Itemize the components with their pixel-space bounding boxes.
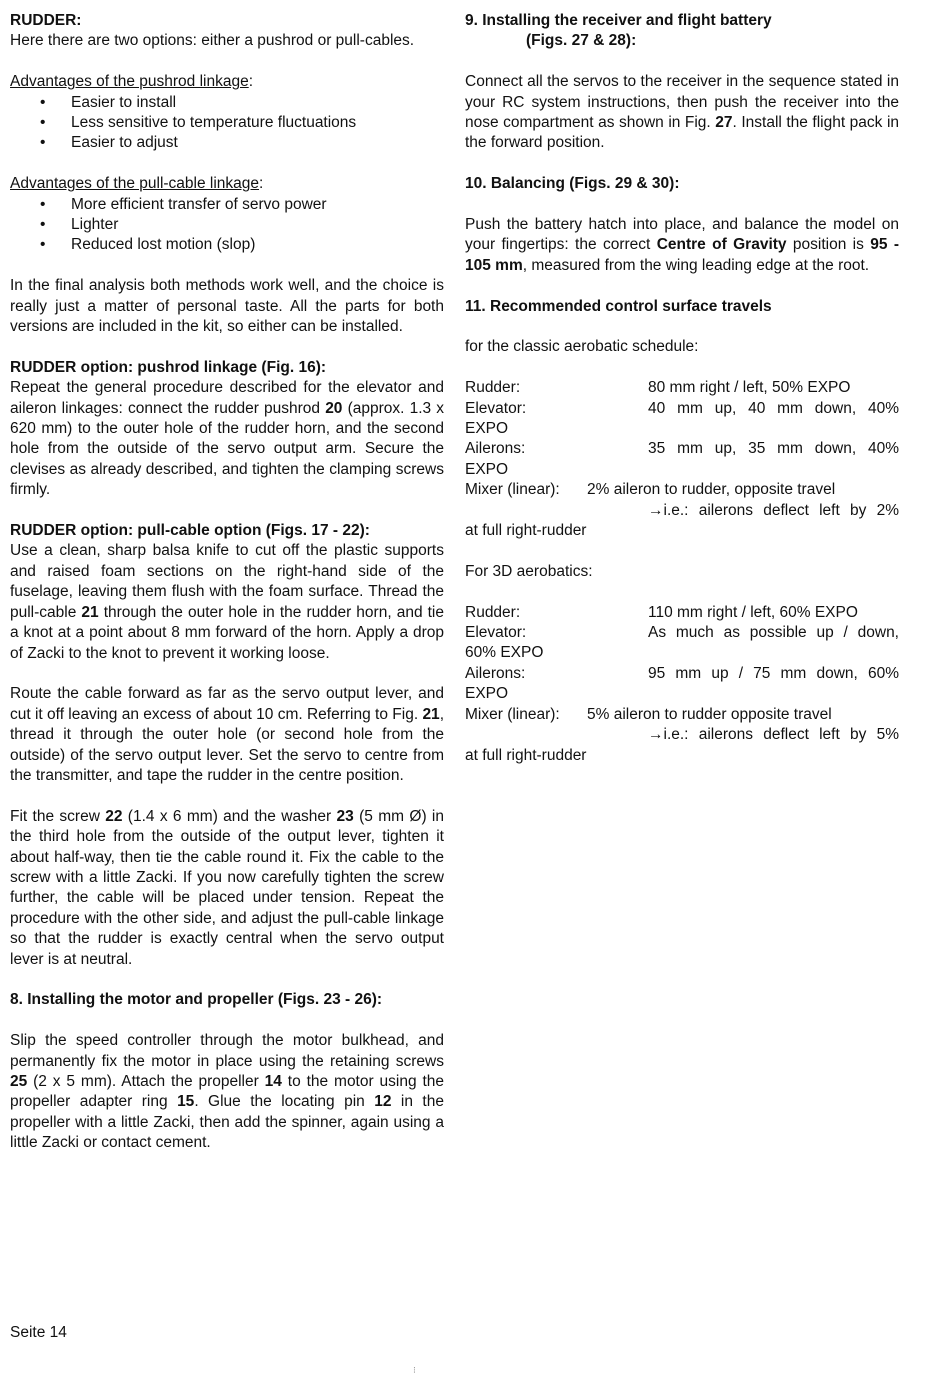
classic-elevator-cont: EXPO [465, 420, 509, 438]
pushrod-option-paragraph: Repeat the general procedure described for the elevator and aileron linkages: connect the rudder pushrod 20 (approx. 1.3 x 620 mm) to the outer hole of the rudder horn, and the second hole from the outside of the servo output arm. Secure the clevises as already described, and tighten the clamping screws firmly. [10, 379, 445, 499]
pushrod-advantages-list [10, 93, 444, 154]
balancing-heading: 10. Balancing (Figs. 29 & 30): [465, 175, 680, 193]
threed-arrow-cont: at full right-rudder [465, 746, 587, 764]
list-item: • Reduced lost motion (slop) [40, 236, 256, 254]
classic-ailerons-cont: EXPO [465, 460, 509, 478]
right-column [465, 11, 899, 766]
threed-settings [465, 603, 899, 766]
cable-advantages-heading: Advantages of the pull-cable linkage: [10, 175, 264, 193]
classic-settings [465, 378, 899, 541]
pullcable-paragraph: Use a clean, sharp balsa knife to cut off the plastic supports and raised foam sections on the right-hand side of the fuselage, leaving them flush with the foam surface. Thread the pull-cable 21 through the outer hole in the rudder horn, and tie a knot at a point about 8 mm forward of the horn. Apply a drop of Zacki to the knot to prevent it working loose. [10, 542, 444, 662]
scan-mark: ⁝ [413, 1365, 416, 1375]
threed-arrow-line: →i.e.: ailerons deflect left by 5% [648, 726, 899, 744]
classic-mixer-row: Mixer (linear): 2% aileron to rudder, opposite travel [465, 481, 836, 499]
classic-elevator-row: Elevator: 40 mm up, 40 mm down, 40% [465, 399, 899, 417]
screw-paragraph: Fit the screw 22 (1.4 x 6 mm) and the washer 23 (5 mm Ø) in the third hole from the outside of the output lever, tighten it about half-way, then tie the cable round it. Fix the cable to the screw with a little Zacki. If you now carefully tighten the screw further, the cable will be placed under tension. Repeat the procedure with the other side, and adjust the pull-cable linkage so that the rudder is exactly central when the servo output lever is at neutral. [10, 807, 444, 968]
rudder-heading: RUDDER: [10, 12, 82, 29]
threed-elevator-row: Elevator: As much as possible up / down, [465, 624, 899, 642]
threed-ailerons-row: Ailerons: 95 mm up / 75 mm down, 60% [465, 664, 899, 682]
pullcable-heading: RUDDER option: pull-cable option (Figs. 17 - 22): [10, 522, 370, 540]
page-number: Seite 14 [10, 1324, 67, 1341]
classic-arrow-cont: at full right-rudder [465, 522, 587, 540]
threed-elevator-cont: 60% EXPO [465, 644, 544, 662]
receiver-paragraph: Connect all the servos to the receiver in the sequence stated in your RC system instructions, then push the receiver into the nose compartment as shown in Fig. 27. Install the flight pack in the forward position. [465, 73, 900, 152]
motor-paragraph: Slip the speed controller through the motor bulkhead, and permanently fix the motor in place using the retaining screws 25 (2 x 5 mm). Attach the propeller 14 to the motor using the propeller adapter ring 15. Glue the locating pin 12 in the propeller with a little Zacki, then add the spinner, again using a little Zacki or contact cement. [10, 1032, 445, 1152]
threed-intro: For 3D aerobatics: [465, 562, 593, 580]
analysis-paragraph: In the final analysis both methods work well, and the choice is really just a matter of personal taste. All the parts for both versions are included in the kit, so either can be installed. [10, 277, 444, 336]
threed-ailerons-cont: EXPO [465, 685, 509, 703]
travels-heading: 11. Recommended control surface travels [465, 297, 772, 315]
cable-advantages-list [10, 195, 444, 256]
list-item: • Easier to adjust [40, 134, 178, 152]
list-item: • Less sensitive to temperature fluctuations [40, 114, 357, 132]
threed-mixer-row: Mixer (linear): 5% aileron to rudder opposite travel [465, 705, 832, 723]
route-paragraph: Route the cable forward as far as the servo output lever, and cut it off leaving an excess of about 10 cm. Referring to Fig. 21, thread it through the outer hole (or second hole from the outside) of the servo output lever. Set the servo to centre from the transmitter, and tape the rudder in the centre position. [10, 685, 444, 784]
list-item: • More efficient transfer of servo power [40, 195, 327, 213]
left-column [10, 11, 444, 1154]
classic-rudder-row: Rudder: 80 mm right / left, 50% EXPO [465, 379, 851, 397]
pushrod-option-heading: RUDDER option: pushrod linkage (Fig. 16): [10, 358, 327, 376]
rudder-intro: Here there are two options: either a pushrod or pull-cables. [10, 32, 415, 50]
classic-arrow-line: →i.e.: ailerons deflect left by 2% [648, 501, 899, 519]
pushrod-advantages-heading: Advantages of the pushrod linkage: [10, 73, 254, 91]
receiver-heading-figs: (Figs. 27 & 28): [526, 32, 637, 50]
threed-rudder-row: Rudder: 110 mm right / left, 60% EXPO [465, 603, 858, 621]
motor-heading: 8. Installing the motor and propeller (Figs. 23 - 26): [10, 991, 383, 1009]
list-item: • Lighter [40, 216, 119, 234]
list-item: • Easier to install [40, 93, 177, 111]
classic-intro: for the classic aerobatic schedule: [465, 338, 699, 356]
balancing-paragraph: Push the battery hatch into place, and balance the model on your fingertips: the correct Centre of Gravity position is 95 - 105 mm, measured from the wing leading edge at the root. [465, 216, 899, 274]
receiver-heading: 9. Installing the receiver and flight battery [465, 12, 772, 29]
classic-ailerons-row: Ailerons: 35 mm up, 35 mm down, 40% [465, 440, 899, 458]
